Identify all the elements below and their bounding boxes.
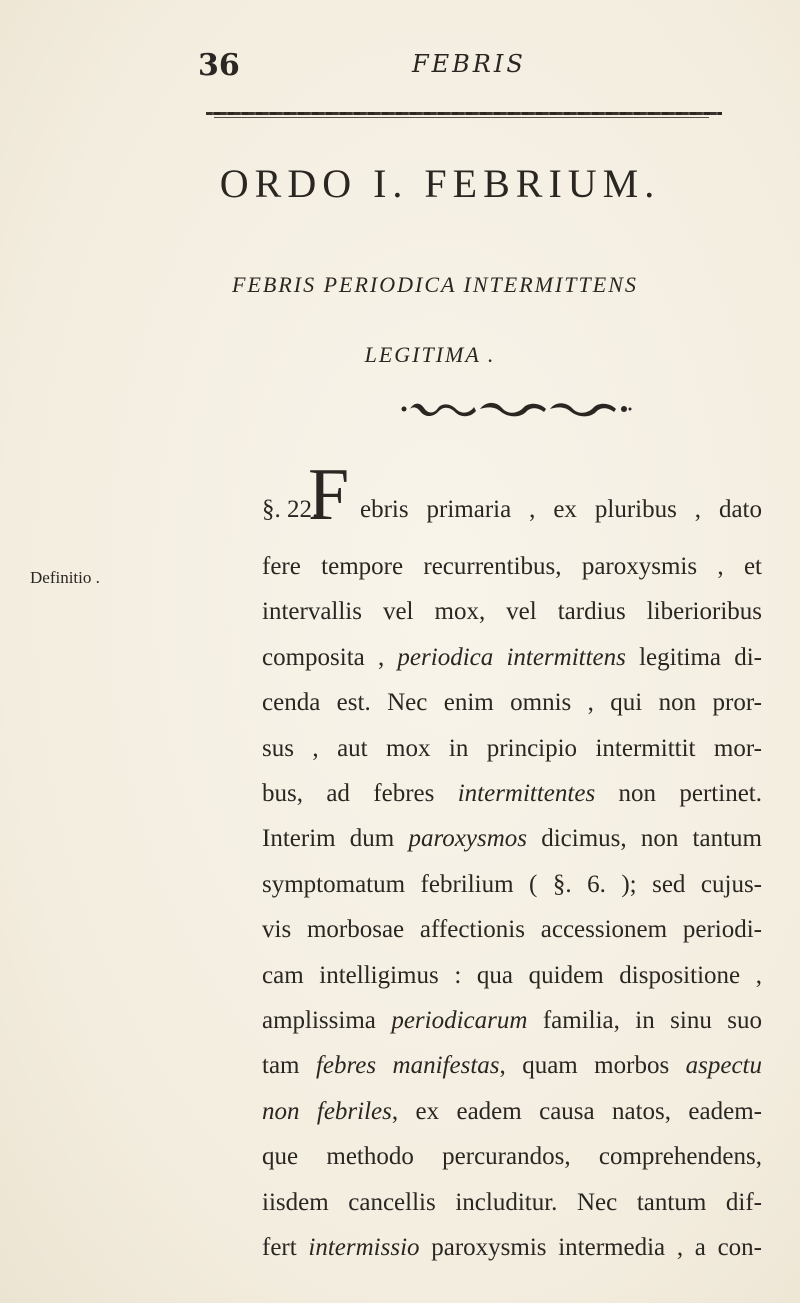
italic-term: intermissio <box>308 1234 420 1261</box>
page-header <box>0 48 800 88</box>
text-segment: familia, in sinu suo <box>527 1007 762 1034</box>
text-segment: cam intelligimus : qua quidem dispositione , <box>262 961 762 989</box>
text-segment: legitima di- <box>625 643 762 671</box>
text-segment: vis morbosae affectionis accessionem periodi- <box>262 916 762 944</box>
header-rule <box>206 112 722 118</box>
drop-cap-initial: F <box>308 454 350 536</box>
italic-term: aspectu <box>685 1052 762 1080</box>
text-segment: non pertinet. <box>595 780 762 807</box>
text-line <box>262 1006 762 1036</box>
text-segment: cenda est. Nec enim omnis , qui non pror- <box>262 689 762 717</box>
text-line <box>262 688 762 718</box>
italic-term: paroxysmos <box>408 825 527 853</box>
text-segment: intervallis vel mox, vel tardius liberioribus <box>262 598 762 626</box>
text-segment: paroxysmis intermedia , a con- <box>419 1234 762 1261</box>
paragraph-first-line: ebris primaria , ex pluribus , dato <box>360 496 762 523</box>
text-line <box>262 870 762 900</box>
text-line <box>262 1188 762 1218</box>
italic-term: febres manifestas <box>315 1052 500 1080</box>
text-line <box>262 915 762 945</box>
text-segment: fere tempore recurrentibus, paroxysmis , et <box>262 553 762 580</box>
text-line <box>262 824 762 854</box>
text-segment: , quam morbos <box>499 1052 686 1080</box>
italic-term: non febriles <box>262 1097 392 1125</box>
text-segment: symptomatum febrilium ( §. 6. ); sed cujus- <box>262 870 762 898</box>
text-line <box>262 552 762 582</box>
text-segment: fert <box>262 1234 309 1261</box>
ornament-divider-icon <box>400 398 632 420</box>
subtitle-line-2: LEGITIMA . <box>364 342 496 367</box>
text-line <box>262 779 762 809</box>
text-line <box>262 597 762 627</box>
italic-term: periodicarum <box>391 1007 528 1034</box>
margin-note: Definitio . <box>30 568 100 587</box>
text-line <box>262 1051 762 1081</box>
text-segment: que methodo percurandos, comprehendens, <box>262 1143 762 1171</box>
text-segment: sus , aut mox in principio intermittit mor- <box>262 734 762 762</box>
page-number: 36 <box>198 48 240 83</box>
text-line <box>262 961 762 991</box>
text-segment: iisdem cancellis includitur. Nec tantum dif- <box>262 1188 762 1216</box>
italic-term: intermittentes <box>457 780 596 807</box>
text-segment: , ex eadem causa natos, eadem- <box>391 1097 762 1125</box>
text-segment: bus, ad febres <box>262 780 458 807</box>
text-line <box>262 1233 762 1263</box>
text-line <box>262 1142 762 1172</box>
subtitle-line-1: FEBRIS PERIODICA INTERMITTENS <box>232 272 638 297</box>
order-title: ORDO I. FEBRIUM. <box>219 161 661 206</box>
running-head: FEBRIS <box>412 50 526 78</box>
text-segment: dicimus, non tantum <box>526 825 762 853</box>
text-line <box>262 643 762 673</box>
italic-term: periodica intermittens <box>397 643 626 671</box>
text-line <box>262 1097 762 1127</box>
text-segment: amplissima <box>262 1007 392 1034</box>
text-segment: tam <box>262 1052 316 1080</box>
text-segment: composita , <box>262 643 398 671</box>
text-segment: Interim dum <box>262 825 409 853</box>
text-line <box>262 734 762 764</box>
section-number: §. 22. <box>262 496 319 523</box>
